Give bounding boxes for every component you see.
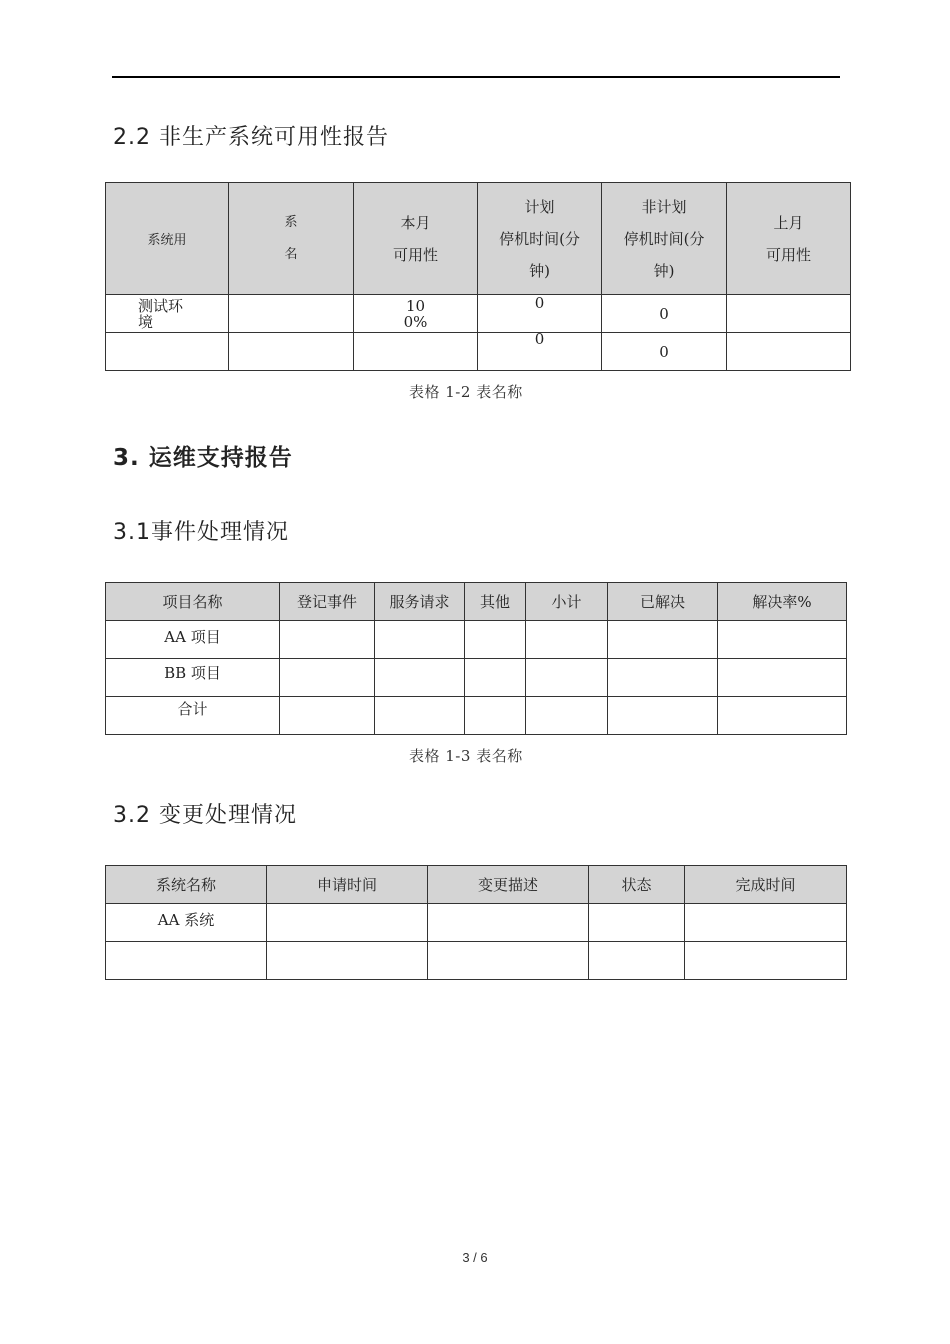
incident-table [105, 582, 847, 735]
availability-table [105, 182, 851, 371]
header-resolved: 已解决 [608, 583, 718, 621]
table-row: 0 0 [106, 333, 851, 371]
header-system: 系统用 [106, 183, 229, 295]
header-status: 状态 [589, 866, 685, 904]
header-request-time: 申请时间 [267, 866, 428, 904]
table-row: AA 项目 [106, 621, 847, 659]
section-heading-2-2: 2.2 非生产系统可用性报告 [113, 125, 389, 150]
header-completion-time: 完成时间 [685, 866, 847, 904]
header-name: 系 名 [229, 183, 354, 295]
header-this-month-availability: 本月 可用性 [354, 183, 478, 295]
table-row: BB 项目 [106, 659, 847, 697]
header-unplanned-downtime: 非计划 停机时间(分 钟) [602, 183, 727, 295]
header-planned-downtime: 计划 停机时间(分 钟) [478, 183, 602, 295]
header-system-name: 系统名称 [106, 866, 267, 904]
header-rule [112, 76, 840, 78]
table-row: 测试环 境 10 0% 0 0 [106, 295, 851, 333]
section-heading-3-2: 3.2 变更处理情况 [113, 803, 297, 828]
header-project-name: 项目名称 [106, 583, 280, 621]
header-subtotal: 小计 [526, 583, 608, 621]
page-number: 3 / 6 [462, 1250, 488, 1265]
header-service-requests: 服务请求 [375, 583, 465, 621]
header-other: 其他 [465, 583, 526, 621]
table-caption-1-2: 表格 1-2 表名称 [409, 383, 523, 401]
header-registered-events: 登记事件 [280, 583, 375, 621]
table-row [106, 942, 847, 980]
table-row: 合计 [106, 697, 847, 735]
table-row: AA 系统 [106, 904, 847, 942]
table-caption-1-3: 表格 1-3 表名称 [409, 747, 523, 765]
section-heading-3-1: 3.1事件处理情况 [113, 520, 289, 545]
header-resolution-rate: 解决率% [718, 583, 847, 621]
header-change-description: 变更描述 [428, 866, 589, 904]
header-last-month-availability: 上月 可用性 [727, 183, 851, 295]
section-heading-3: 3. 运维支持报告 [113, 445, 293, 471]
change-table [105, 865, 847, 980]
